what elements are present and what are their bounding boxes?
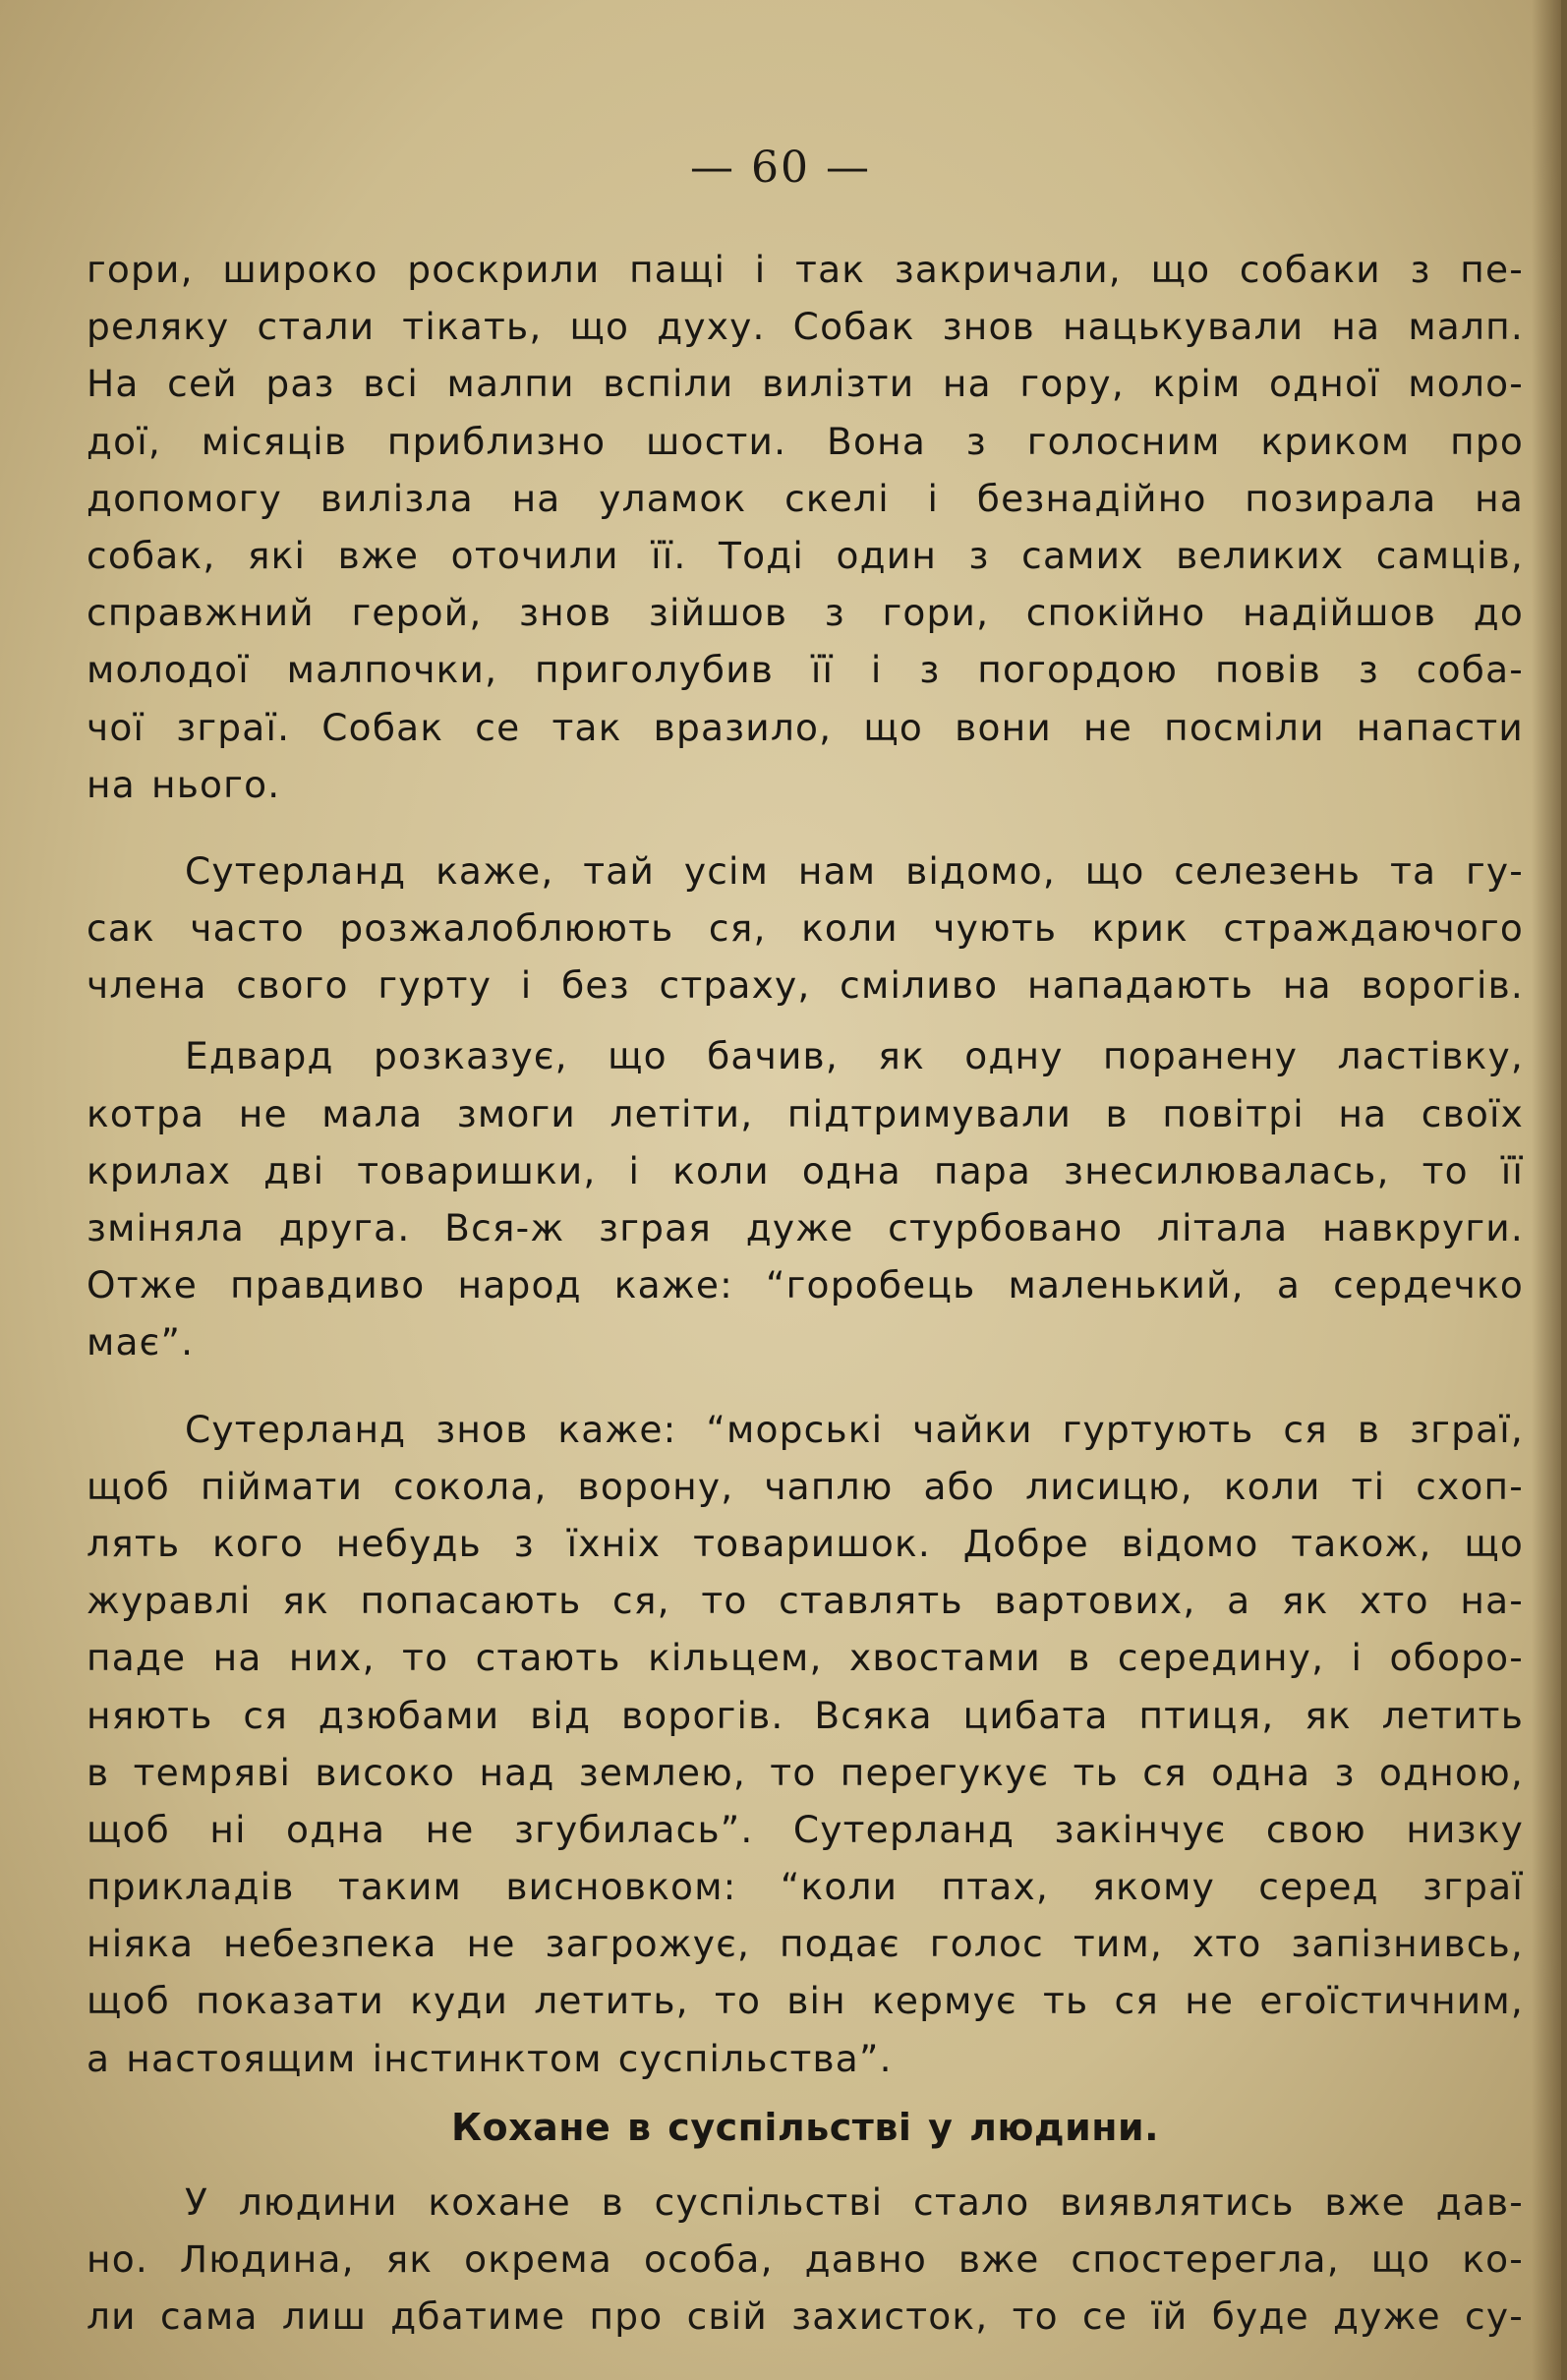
paragraph bbox=[87, 2174, 1524, 2346]
text-line: реляку стали тікать, що духу. Собак знов нацькували на малп. bbox=[87, 305, 1524, 349]
text-line: На сей раз всі малпи вспіли вилізти на гору, крім одної моло- bbox=[87, 362, 1524, 406]
text-line: має”. bbox=[87, 1320, 195, 1364]
paragraph bbox=[87, 241, 1524, 813]
paragraph-gap bbox=[87, 1371, 1524, 1401]
text-line: Едвард розказує, що бачив, як одну поранену ластівку, bbox=[185, 1034, 1524, 1078]
text-line: зміняла друга. Вся-ж зграя дуже стурбовано літала навкруги. bbox=[87, 1206, 1524, 1249]
text-line: сак часто розжалоблюють ся, коли чують крик страждаючого bbox=[87, 906, 1524, 951]
text-line: лять кого небудь з їхніх товаришок. Добре відомо також, що bbox=[87, 1521, 1524, 1565]
text-line: гори, широко роскрили пащі і так закричали, що собаки з пе- bbox=[87, 248, 1524, 291]
text-line: в темряві високо над землею, то перегукує ть ся одна з одною, bbox=[87, 1750, 1524, 1794]
text-line: молодої малпочки, приголубив її і з погордою повів з соба- bbox=[87, 648, 1524, 692]
text-line: ніяка небезпека не загрожує, подає голос тим, хто запізнивсь, bbox=[87, 1922, 1524, 1966]
text-line: справжний герой, знов зійшов з гори, спокійно надійшов до bbox=[87, 591, 1524, 635]
text-line: Сутерланд каже, тай усім нам відомо, що селезень та гу- bbox=[185, 848, 1524, 893]
paragraph bbox=[87, 1027, 1524, 1370]
text-line: няють ся дзюбами від ворогів. Всяка цибата птиця, як летить bbox=[87, 1693, 1524, 1737]
paragraph bbox=[87, 1401, 1524, 2087]
text-line: котра не мала змоги летіти, підтримували в повітрі на своїх bbox=[87, 1091, 1524, 1135]
text-line: Отже правдиво народ каже: “горобець маленький, а сердечко bbox=[87, 1263, 1524, 1307]
paragraph bbox=[87, 842, 1524, 1015]
text-line: но. Людина, як окрема особа, давно вже спостерегла, що ко- bbox=[87, 2237, 1524, 2281]
page-edge-shadow bbox=[1532, 0, 1561, 2380]
text-line: щоб ні одна не згубилась”. Сутерланд закінчує свою низку bbox=[87, 1807, 1524, 1851]
text-line: щоб показати куди летить, то він кермує ть ся не егоїстичним, bbox=[87, 1979, 1524, 2023]
text-line: а настоящим інстинктом суспільства”. bbox=[87, 2036, 893, 2080]
text-line: дої, місяців приблизно шости. Вона з голосним криком про bbox=[87, 419, 1524, 463]
text-line: собак, які вже оточили її. Тоді один з самих великих самців, bbox=[87, 533, 1524, 577]
paragraph-gap bbox=[87, 813, 1524, 842]
text-line: крилах дві товаришки, і коли одна пара знесилювалась, то її bbox=[87, 1148, 1524, 1192]
paragraph-gap bbox=[87, 1014, 1524, 1027]
text-line: журавлі як попасають ся, то ставлять вартових, а як хто на- bbox=[87, 1579, 1524, 1623]
text-line: щоб піймати сокола, ворону, чаплю або лисицю, коли ті схоп- bbox=[87, 1464, 1524, 1508]
text-line: члена свого гурту і без страху, сміливо нападають на ворогів. bbox=[87, 963, 1524, 1008]
text-line: на нього. bbox=[87, 762, 281, 806]
text-line: допомогу вилізла на уламок скелі і безнадійно позирала на bbox=[87, 476, 1524, 520]
section-heading: Кохане в суспільстві у людини. bbox=[450, 2105, 1160, 2149]
text-line: Сутерланд знов каже: “морські чайки гуртують ся в зграї, bbox=[185, 1407, 1524, 1451]
text-line: прикладів таким висновком: “коли птах, якому серед зграї bbox=[87, 1865, 1524, 1909]
text-line: ли сама лиш дбатиме про свій захисток, то се їй буде дуже су- bbox=[87, 2294, 1524, 2339]
page-text bbox=[87, 241, 1524, 2345]
text-line: чої зграї. Собак се так вразило, що вони не посміли напасти bbox=[87, 705, 1524, 749]
text-line: У людини кохане в суспільстві стало виявлятись вже дав- bbox=[185, 2179, 1524, 2224]
page-number: — 60 — bbox=[690, 143, 871, 193]
text-line: паде на них, то стають кільцем, хвостами в середину, і оборо- bbox=[87, 1636, 1524, 1680]
